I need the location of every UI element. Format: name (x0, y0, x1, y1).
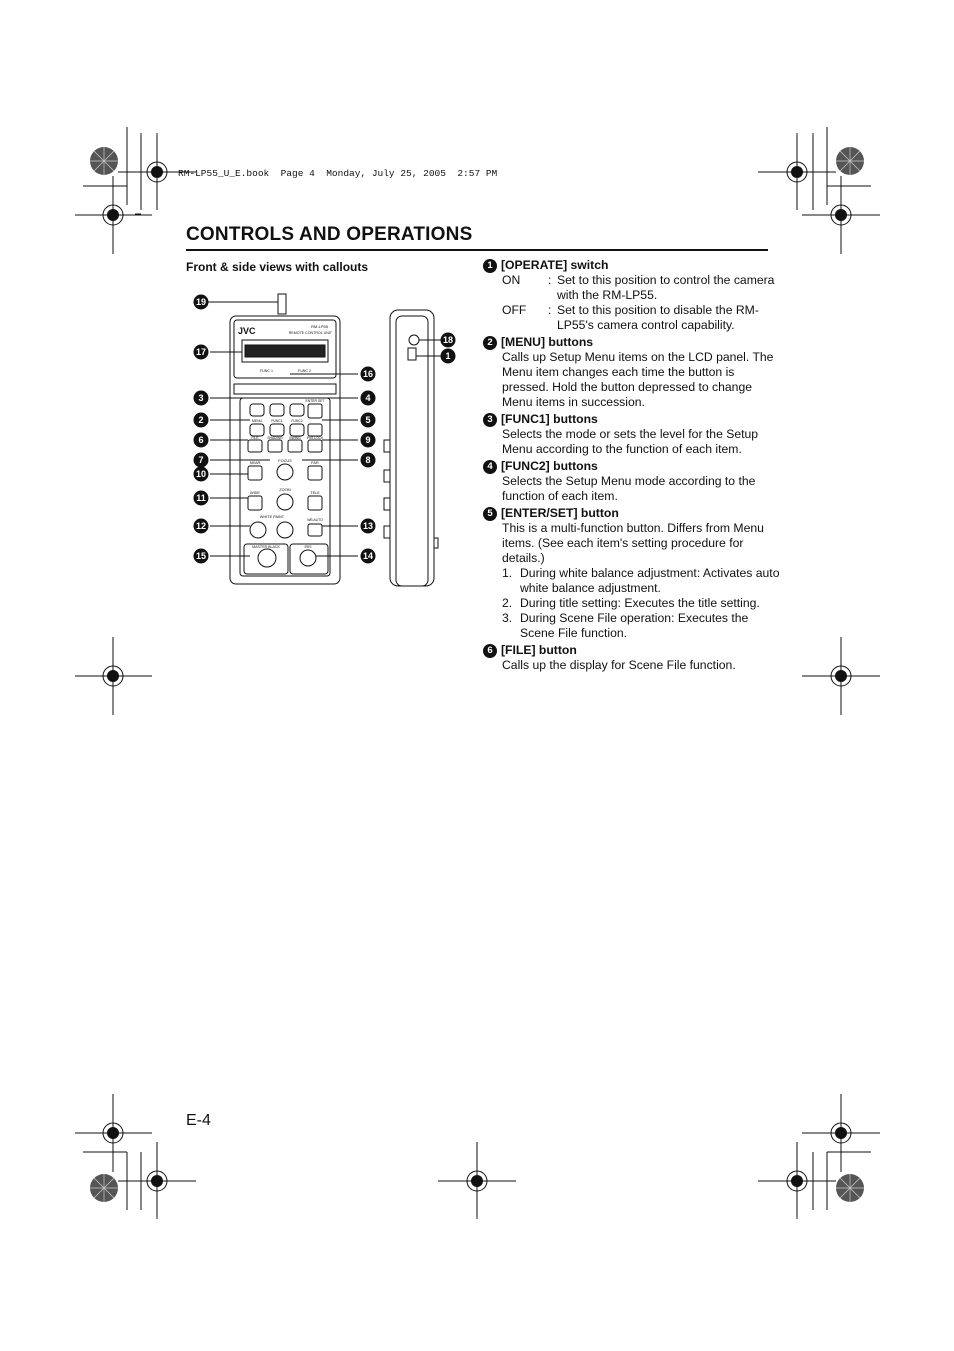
item-enter-set-button (483, 506, 783, 641)
controls-description-column (483, 258, 783, 675)
callout-14: 14 (362, 551, 374, 561)
callout-10: 10 (195, 469, 207, 479)
item-number-badge: 4 (483, 460, 497, 474)
figure-caption: Front & side views with callouts (186, 260, 369, 274)
item-title: [FILE] button (501, 643, 577, 657)
row-sep: : (548, 273, 552, 287)
row-text: Set to this position to disable the RM-LP55's camera control capability. (557, 303, 759, 332)
row-key: OFF (502, 303, 527, 317)
item-text: Selects the mode or sets the level for the Setup Menu according to the function of each item. (502, 427, 759, 456)
row-text: Set to this position to control the camera with the RM-LP55. (557, 273, 775, 302)
callout-8: 8 (365, 455, 371, 465)
wide-label: WIDE (250, 491, 260, 495)
list-item: 2. During title setting: Executes the title setting. (502, 596, 760, 610)
wb-auto-label: WB AUTO (307, 518, 323, 522)
unit-label: REMOTE CONTROL UNIT (288, 331, 332, 335)
item-title: [OPERATE] switch (501, 258, 609, 272)
list-item: 3. During Scene File operation: Executes the Scene File function. (502, 611, 749, 640)
iris-label: IRIS (304, 545, 312, 549)
book-header-line: RM-LP55_U_E.book Page 4 Monday, July 25, 2005 2:57 PM (178, 168, 498, 179)
item-operate-switch (483, 258, 783, 333)
master-black-label: MASTER BLACK (252, 545, 280, 549)
list-item: 1. During white balance adjustment: Activates auto white balance adjustment. (502, 566, 780, 595)
callout-3-left: 3 (198, 393, 204, 403)
item-text: Selects the Setup Menu mode according to the function of each item. (502, 474, 756, 503)
far-label: FAR (311, 461, 319, 465)
callout-2: 2 (198, 415, 204, 425)
item-title: [MENU] buttons (501, 335, 594, 349)
enter-set-list (483, 566, 783, 641)
item-number-badge: 3 (483, 413, 497, 427)
callout-15: 15 (195, 551, 207, 561)
item-file-button (483, 643, 783, 673)
swing-label: SWING (289, 436, 301, 440)
remote-control-figure (190, 290, 454, 590)
enter-label: ENTER SET (305, 399, 325, 403)
item-menu-buttons (483, 335, 783, 410)
menu-label: MENU (252, 419, 262, 423)
func2-label: FUNC 2 (298, 369, 311, 373)
near-label: NEAR (249, 461, 261, 465)
tele-label: TELE (310, 491, 320, 495)
title-rule (186, 249, 768, 251)
iris-lock-label: IRIS LOCK (306, 436, 324, 440)
file-label: FILE (251, 436, 259, 440)
item-func1-buttons (483, 412, 783, 457)
callout-19: 19 (195, 297, 207, 307)
callout-13: 13 (362, 521, 374, 531)
item-text: Calls up the display for Scene File function. (502, 658, 736, 672)
callout-5: 5 (365, 415, 371, 425)
model-label: RM-LP55 (311, 324, 328, 329)
jvc-logo: JVC (238, 326, 256, 336)
callout-9: 9 (365, 435, 371, 445)
item-number-badge: 6 (483, 644, 497, 658)
callout-1: 1 (445, 351, 451, 361)
page-title: CONTROLS AND OPERATIONS (186, 224, 473, 245)
func1-label: FUNC 1 (260, 369, 273, 373)
item-number-badge: 2 (483, 336, 497, 350)
item-number-badge: 5 (483, 507, 497, 521)
page-number: E-4 (186, 1112, 211, 1129)
callout-6: 6 (198, 435, 204, 445)
item-text: Calls up Setup Menu items on the LCD panel. The Menu item changes each time the button is pressed. Hold the button depressed to change Menu items in succession. (502, 350, 774, 409)
callout-4: 4 (365, 393, 371, 403)
callout-7: 7 (198, 455, 204, 465)
func1-btn-label: FUNC1 (271, 419, 283, 423)
item-title: [FUNC1] buttons (501, 412, 598, 426)
callout-18: 18 (442, 335, 454, 345)
white-paint-label: WHITE PAINT (259, 515, 285, 519)
item-text: This is a multi-function button. Differs from Menu items. (See each item's setting procedure for details.) (502, 521, 764, 565)
item-title: [ENTER/SET] button (501, 506, 619, 520)
item-number-badge: 1 (483, 259, 497, 273)
shading-label: SHADING (267, 436, 283, 440)
row-key: ON (502, 273, 521, 287)
zoom-label: ZOOM (279, 488, 291, 492)
focus-label: FOCUS (278, 459, 292, 463)
row-sep: : (548, 303, 552, 317)
callout-12: 12 (195, 521, 207, 531)
item-func2-buttons (483, 459, 783, 504)
callout-17: 17 (195, 347, 207, 357)
callout-16: 16 (362, 369, 374, 379)
callout-11: 11 (196, 493, 206, 503)
item-title: [FUNC2] buttons (501, 459, 598, 473)
func2-btn-label: FUNC2 (291, 419, 303, 423)
